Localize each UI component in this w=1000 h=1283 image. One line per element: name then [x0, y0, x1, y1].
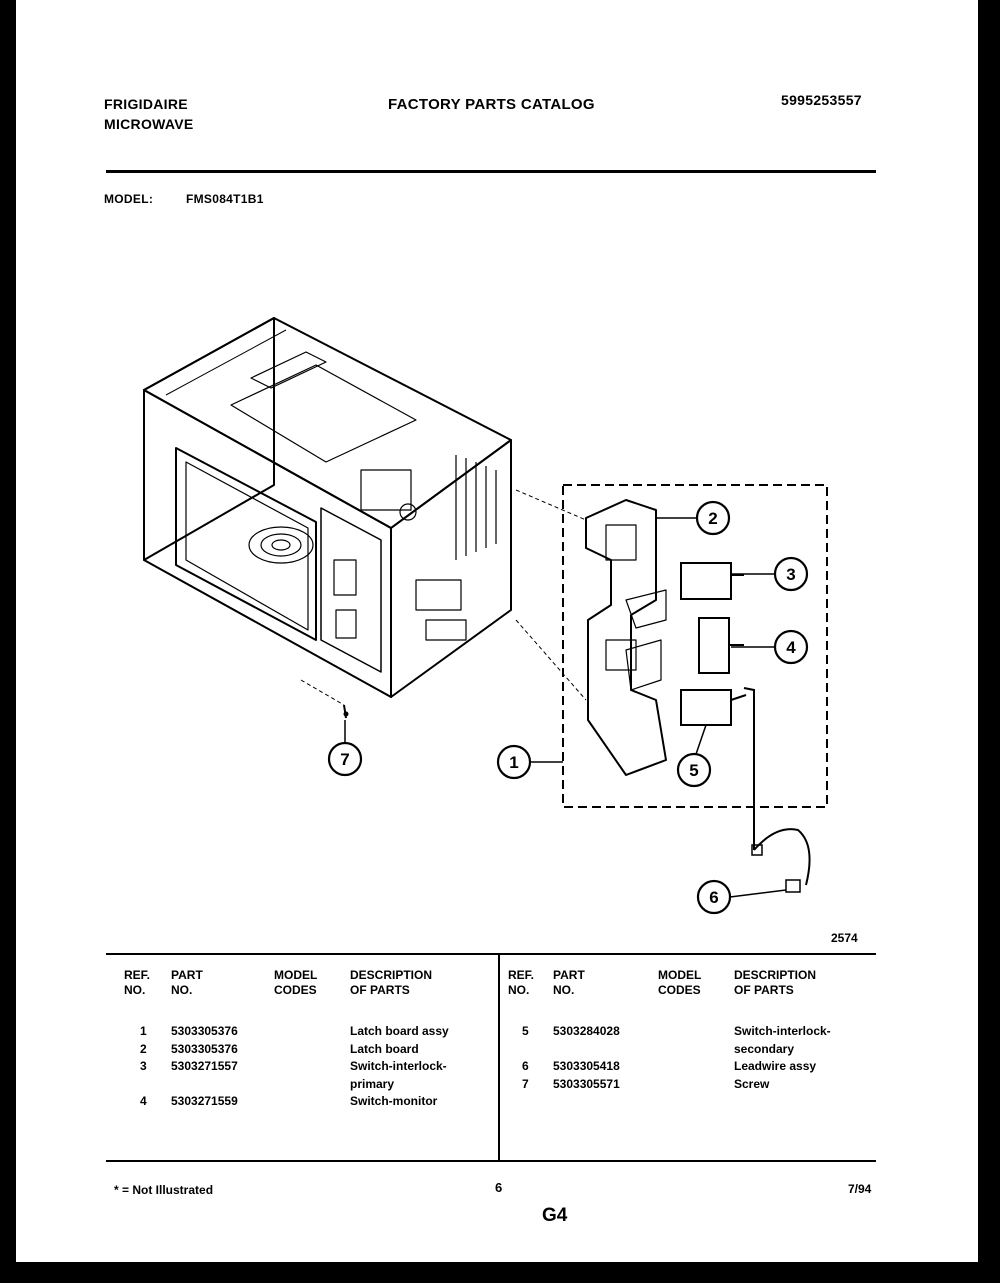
table-cell: Screw [734, 1076, 770, 1091]
table-cell: Switch-monitor [350, 1094, 438, 1108]
leadwire-part [744, 688, 810, 892]
switch-interlock-primary-part [681, 563, 744, 599]
latch-board-part [586, 500, 666, 775]
table-cell: Latch board assy [350, 1024, 449, 1038]
table-divider [498, 955, 500, 1160]
figure-number: 2574 [831, 931, 858, 945]
header-description: DESCRIPTION OF PARTS [350, 968, 433, 997]
table-cell [171, 1076, 238, 1094]
header-model-codes: MODEL CODES [274, 968, 318, 997]
table-cell [522, 1041, 529, 1059]
table-cell: 6 [522, 1059, 529, 1073]
table-cell: 1 [140, 1024, 147, 1038]
callout-5-label: 5 [689, 761, 699, 780]
table-cell: 4 [140, 1094, 147, 1108]
callout-4-label: 4 [786, 638, 796, 657]
header-model-codes-right: MODEL CODES [658, 968, 702, 997]
table-bottom-rule [106, 1160, 876, 1162]
header-part-no: PART NO. [171, 968, 203, 997]
table-cell: 5303305376 [171, 1041, 238, 1056]
callout-7-label: 7 [340, 750, 350, 769]
table-cell [553, 1041, 620, 1059]
left-description-column [350, 1023, 449, 1111]
table-cell: 2 [140, 1041, 147, 1056]
header-ref-no: REF. NO. [124, 968, 151, 997]
table-cell: Switch-interlock- [350, 1059, 447, 1073]
right-part-column [553, 1023, 620, 1093]
right-description-column [734, 1023, 831, 1093]
header-description-right: DESCRIPTION OF PARTS [734, 968, 817, 997]
table-top-rule [106, 953, 876, 955]
table-cell: Switch-interlock- [734, 1024, 831, 1038]
callout-2-label: 2 [708, 509, 718, 528]
right-ref-column [522, 1023, 529, 1093]
table-cell: 5303271557 [171, 1059, 238, 1073]
product-type: MICROWAVE [104, 116, 194, 132]
table-cell: 5303305571 [553, 1076, 620, 1091]
callout-1-label: 1 [509, 753, 519, 772]
table-cell: secondary [734, 1041, 795, 1056]
microwave-cabinet [144, 318, 511, 697]
footnote: * = Not Illustrated [114, 1183, 214, 1197]
model-number: FMS084T1B1 [186, 192, 264, 206]
switch-monitor-part [699, 618, 744, 673]
catalog-number: 5995253557 [781, 92, 862, 108]
catalog-title: FACTORY PARTS CATALOG [388, 96, 595, 113]
exploded-parts-diagram [16, 0, 978, 960]
model-label: MODEL: [104, 192, 154, 206]
table-cell: 5303305418 [553, 1059, 620, 1073]
table-cell: 5303284028 [553, 1024, 620, 1038]
callout-6-label: 6 [709, 888, 719, 907]
table-cell: primary [350, 1076, 395, 1091]
table-cell: 5 [522, 1024, 529, 1038]
header-ref-no-right: REF. NO. [508, 968, 535, 997]
callout-leaders [345, 518, 786, 897]
table-cell [140, 1076, 147, 1094]
table-cell: 5303271559 [171, 1094, 238, 1108]
section-code: G4 [542, 1205, 568, 1226]
table-cell: 5303305376 [171, 1024, 238, 1038]
screw-part [301, 680, 349, 718]
header-part-no-right: PART NO. [553, 968, 585, 997]
parts-catalog-page [16, 0, 978, 1262]
left-part-column [171, 1023, 238, 1111]
page-number: 6 [495, 1180, 503, 1195]
table-cell: Leadwire assy [734, 1059, 817, 1073]
table-cell: 3 [140, 1059, 147, 1073]
table-cell: 7 [522, 1076, 529, 1091]
callout-3-label: 3 [786, 565, 796, 584]
switch-interlock-secondary-part [681, 690, 746, 725]
revision-date: 7/94 [848, 1182, 872, 1196]
left-ref-column [140, 1023, 147, 1111]
table-cell: Latch board [350, 1041, 419, 1056]
brand-name: FRIGIDAIRE [104, 96, 188, 112]
